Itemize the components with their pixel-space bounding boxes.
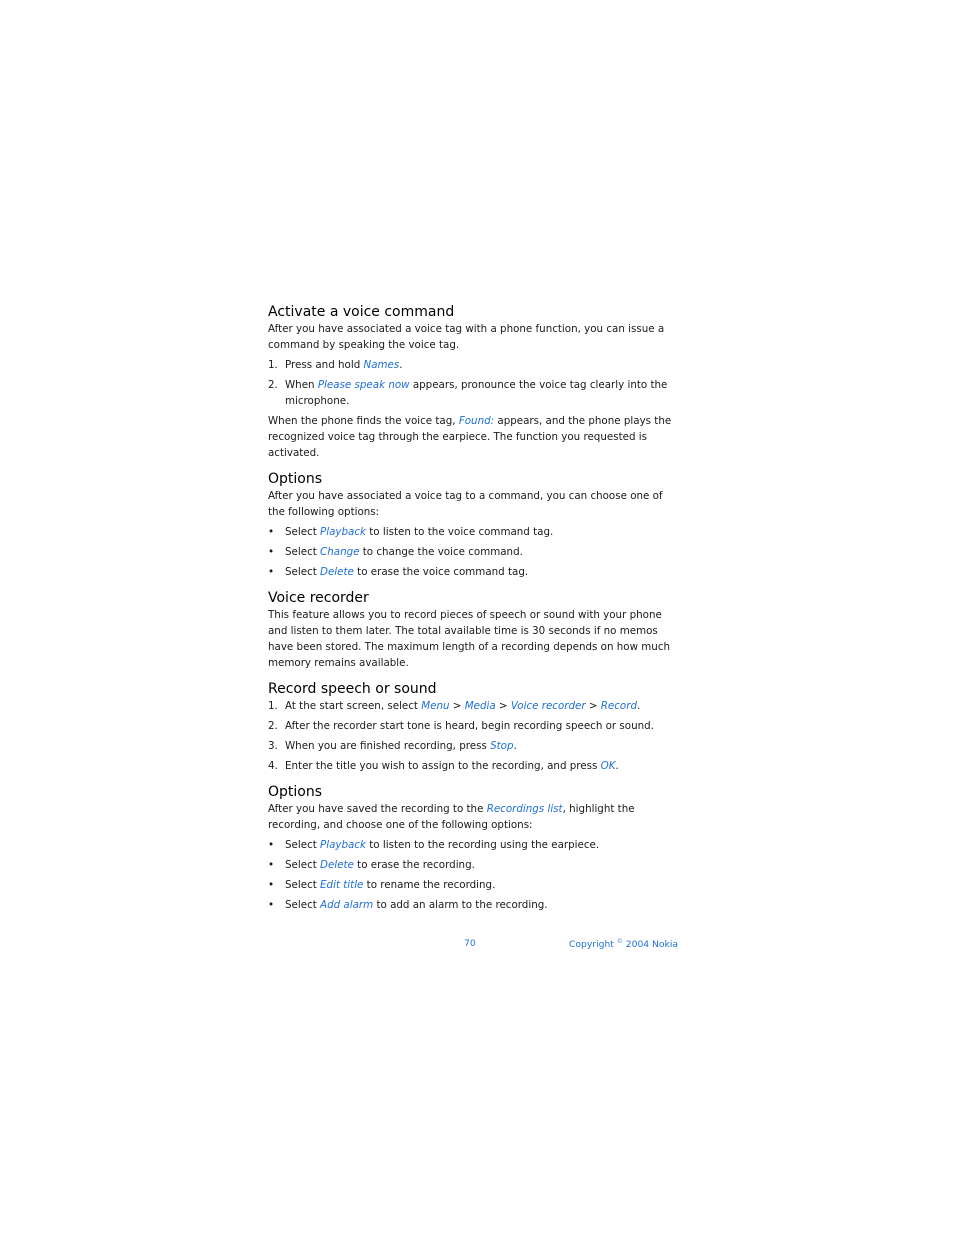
copyright-text: 2004 Nokia bbox=[622, 939, 679, 951]
bullet-icon: • bbox=[268, 859, 275, 871]
menu-term: Delete bbox=[320, 859, 354, 871]
bullet-icon: • bbox=[268, 899, 275, 911]
section-record-speech bbox=[268, 680, 672, 774]
separator: > bbox=[449, 700, 465, 712]
bullet-text: Select bbox=[285, 526, 321, 538]
step-list bbox=[268, 357, 672, 409]
copyright-text: Copyright bbox=[569, 939, 617, 951]
bullet-text: Select bbox=[285, 839, 321, 851]
menu-term: Voice recorder bbox=[510, 700, 586, 712]
list-item bbox=[268, 718, 672, 734]
menu-term: Playback bbox=[320, 839, 366, 851]
intro-text: , highlight the recording, and choose one of the following options: bbox=[268, 803, 635, 831]
step-text: At the start screen, select bbox=[285, 700, 422, 712]
bullet-text: Select bbox=[285, 859, 321, 871]
bullet-text: Select bbox=[285, 566, 321, 578]
menu-term: Found: bbox=[458, 415, 495, 427]
menu-term: Playback bbox=[320, 526, 366, 538]
list-item bbox=[268, 738, 672, 754]
list-item bbox=[268, 758, 672, 774]
step-text: appears, pronounce the voice tag clearly into the microphone. bbox=[285, 379, 668, 407]
list-item bbox=[268, 564, 672, 580]
bullet-text: to listen to the recording using the earpiece. bbox=[366, 839, 600, 851]
step-number: 4. bbox=[268, 760, 278, 772]
menu-term: Please speak now bbox=[317, 379, 410, 391]
step-text: . bbox=[637, 700, 641, 712]
menu-term: Menu bbox=[421, 700, 450, 712]
step-text: . bbox=[513, 740, 517, 752]
copyright-symbol: © bbox=[616, 938, 623, 945]
section-heading: Options bbox=[268, 471, 323, 487]
separator: > bbox=[585, 700, 601, 712]
step-number: 2. bbox=[268, 720, 278, 732]
list-item bbox=[268, 544, 672, 560]
bullet-icon: • bbox=[268, 526, 275, 538]
separator: > bbox=[495, 700, 511, 712]
step-number: 1. bbox=[268, 359, 278, 371]
bullet-list bbox=[268, 837, 672, 913]
intro-text: After you have saved the recording to the bbox=[268, 803, 487, 815]
menu-term: Names bbox=[363, 359, 400, 371]
section-options-recorder bbox=[268, 783, 672, 913]
menu-term: Stop bbox=[490, 740, 514, 752]
section-heading: Activate a voice command bbox=[268, 304, 455, 320]
list-item bbox=[268, 698, 672, 714]
section-voice-recorder bbox=[268, 589, 672, 671]
section-heading: Record speech or sound bbox=[268, 681, 437, 697]
bullet-text: to rename the recording. bbox=[363, 879, 496, 891]
outro-text: appears, and the phone plays the recognized voice tag through the earpiece. The function you requested is activated. bbox=[268, 415, 672, 459]
step-list bbox=[268, 698, 672, 774]
step-text: After the recorder start tone is heard, begin recording speech or sound. bbox=[285, 720, 654, 732]
list-item bbox=[268, 377, 672, 409]
section-heading: Voice recorder bbox=[268, 590, 369, 606]
bullet-icon: • bbox=[268, 879, 275, 891]
page-number: 70 bbox=[464, 938, 476, 949]
menu-term: Media bbox=[464, 700, 496, 712]
list-item bbox=[268, 837, 672, 853]
bullet-text: to erase the recording. bbox=[353, 859, 475, 871]
bullet-text: to change the voice command. bbox=[359, 546, 523, 558]
bullet-text: to erase the voice command tag. bbox=[353, 566, 529, 578]
bullet-icon: • bbox=[268, 546, 275, 558]
section-activate-voice-command bbox=[268, 303, 672, 461]
menu-term: Add alarm bbox=[320, 899, 374, 911]
bullet-list bbox=[268, 524, 672, 580]
step-text: When bbox=[285, 379, 318, 391]
outro-text: When the phone finds the voice tag, bbox=[268, 415, 459, 427]
bullet-icon: • bbox=[268, 839, 275, 851]
step-number: 2. bbox=[268, 379, 278, 391]
section-outro bbox=[268, 413, 672, 461]
section-intro bbox=[268, 801, 672, 833]
section-heading: Options bbox=[268, 784, 323, 800]
list-item bbox=[268, 877, 672, 893]
section-intro: After you have associated a voice tag with a phone function, you can issue a command by speaking the voice tag. bbox=[268, 323, 665, 351]
bullet-text: Select bbox=[285, 899, 321, 911]
bullet-icon: • bbox=[268, 566, 275, 578]
list-item bbox=[268, 897, 672, 913]
menu-term: OK bbox=[600, 760, 616, 772]
bullet-text: to listen to the voice command tag. bbox=[366, 526, 554, 538]
list-item bbox=[268, 524, 672, 540]
step-text: . bbox=[399, 359, 403, 371]
step-text: Press and hold bbox=[285, 359, 364, 371]
bullet-text: Select bbox=[285, 546, 321, 558]
step-text: When you are finished recording, press bbox=[285, 740, 491, 752]
page-content bbox=[268, 303, 672, 922]
menu-term: Recordings list bbox=[486, 803, 563, 815]
step-text: . bbox=[615, 760, 619, 772]
copyright-notice bbox=[569, 938, 678, 950]
menu-term: Delete bbox=[320, 566, 354, 578]
list-item bbox=[268, 857, 672, 873]
section-options-voice-command bbox=[268, 470, 672, 580]
list-item bbox=[268, 357, 672, 373]
menu-term: Change bbox=[320, 546, 360, 558]
bullet-text: to add an alarm to the recording. bbox=[373, 899, 548, 911]
menu-term: Record bbox=[600, 700, 638, 712]
step-text: Enter the title you wish to assign to the recording, and press bbox=[285, 760, 601, 772]
section-intro: This feature allows you to record pieces of speech or sound with your phone and listen to them later. The total available time is 30 seconds if no memos have been stored. The maximum length of a recording depends on how much memory remains available. bbox=[268, 609, 671, 669]
step-number: 1. bbox=[268, 700, 278, 712]
section-intro: After you have associated a voice tag to a command, you can choose one of the following options: bbox=[268, 490, 663, 518]
menu-term: Edit title bbox=[320, 879, 364, 891]
step-number: 3. bbox=[268, 740, 278, 752]
bullet-text: Select bbox=[285, 879, 321, 891]
